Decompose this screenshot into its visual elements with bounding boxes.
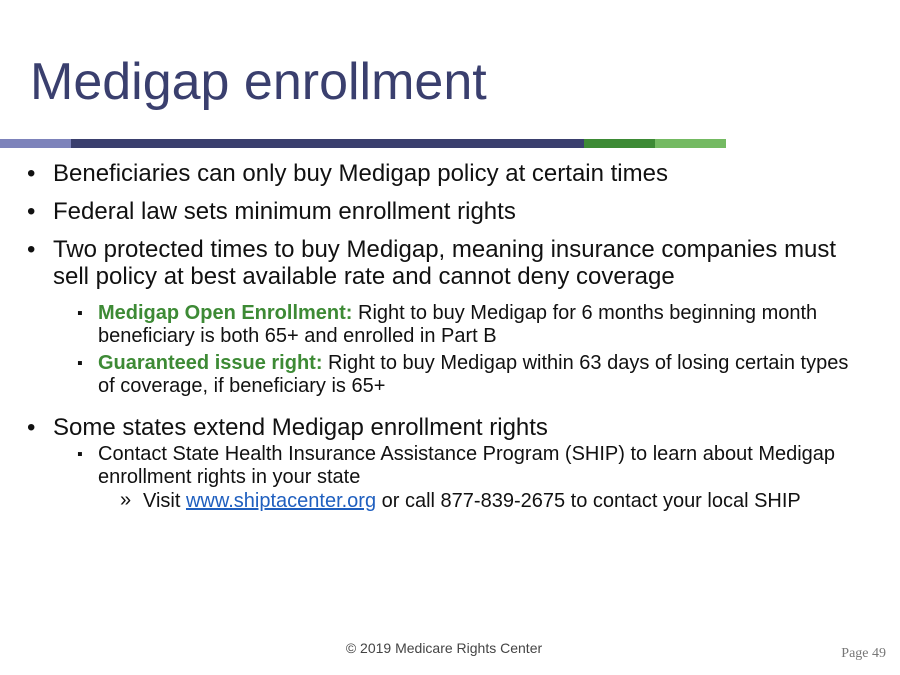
square-bullet-icon: ▪ (77, 305, 83, 322)
sub-bullet-label: Guaranteed issue right: (98, 352, 323, 374)
bullet-dot-icon: • (27, 198, 36, 225)
square-bullet-icon: ▪ (77, 355, 83, 372)
sub-bullet-list (53, 302, 860, 398)
bullet-text: Federal law sets minimum enrollment rights (53, 198, 516, 225)
sub-bullet-item (53, 443, 860, 513)
footer-copyright: © 2019 Medicare Rights Center (345, 640, 543, 656)
sub-sub-bullet-suffix: or call 877-839-2675 to contact your local SHIP (376, 490, 801, 512)
page-number: Page 49 (841, 646, 886, 661)
bullet-text: Two protected times to buy Medigap, meaning insurance companies must sell policy at best available rate and cannot deny coverage (53, 236, 837, 290)
bullet-list (0, 160, 900, 513)
bullet-dot-icon: • (27, 414, 36, 441)
sub-bullet-list (53, 443, 860, 513)
shiptacenter-link[interactable]: www.shiptacenter.org (185, 490, 377, 512)
square-bullet-icon: ▪ (77, 446, 83, 463)
double-chevron-icon: » (120, 489, 132, 511)
sub-bullet-item (53, 352, 860, 398)
bullet-item (0, 160, 900, 187)
title-rule-dark-blue (71, 139, 584, 148)
title-rule-green (584, 139, 655, 148)
sub-sub-bullet-prefix: Visit (143, 490, 186, 512)
bullet-item (0, 236, 900, 398)
sub-bullet-text: Contact State Health Insurance Assistance Program (SHIP) to learn about Medigap enrollment rights in your state (98, 443, 836, 488)
slide-title: Medigap enrollment (30, 53, 487, 111)
sub-sub-bullet-list (98, 490, 860, 513)
sub-bullet-text: Right to buy Medigap within 63 days of losing certain types of coverage, if beneficiary is 65+ (98, 352, 849, 397)
sub-bullet-item (53, 302, 860, 348)
sub-bullet-label: Medigap Open Enrollment: (98, 302, 353, 324)
bullet-item (0, 414, 900, 513)
sub-bullet-text: Right to buy Medigap for 6 months beginning month beneficiary is both 65+ and enrolled in Part B (98, 302, 818, 347)
bullet-item (0, 198, 900, 225)
bullet-text: Some states extend Medigap enrollment rights (53, 414, 548, 441)
sub-sub-bullet-item (98, 490, 860, 513)
bullet-text: Beneficiaries can only buy Medigap policy at certain times (53, 160, 668, 187)
title-rule-light-green (655, 139, 726, 148)
bullet-dot-icon: • (27, 160, 36, 187)
bullet-dot-icon: • (27, 236, 36, 263)
title-rule-light-blue (0, 139, 71, 148)
slide-body (0, 160, 900, 513)
